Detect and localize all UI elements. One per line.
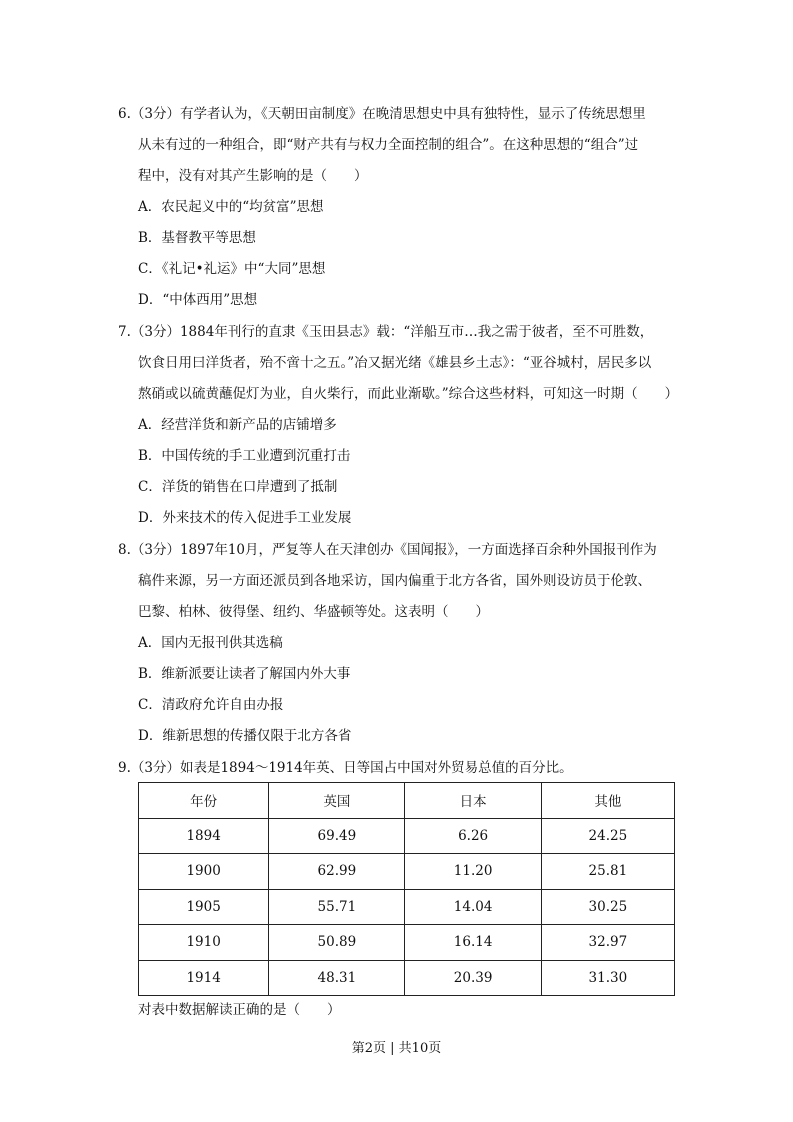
table-cell: 25.81	[541, 854, 674, 890]
q7-option-b: B．中国传统的手工业遭到沉重打击	[138, 448, 351, 464]
table-cell: 32.97	[541, 925, 674, 961]
page-footer: 第2页 | 共10页	[351, 1041, 442, 1056]
table-cell: 1905	[139, 889, 269, 925]
q8-option-a: A．国内无报刊供其选稿	[138, 635, 283, 651]
q8-stem-line-3: 巴黎、柏林、彼得堡、纽约、华盛顿等处。这表明（ ）	[138, 604, 489, 620]
q6-option-a: A．农民起义中的“均贫富”思想	[138, 199, 324, 215]
table-row	[139, 818, 675, 854]
table-cell: 6.26	[405, 818, 541, 854]
table-row	[139, 925, 675, 961]
table-cell: 62.99	[269, 854, 405, 890]
table-row	[139, 854, 675, 890]
table-header-cell: 年份	[139, 783, 269, 819]
q7-stem-line-2: 饮食日用曰洋货者，殆不啻十之五。”冶又据光绪《雄县乡土志》：“亚谷城村，居民多以	[138, 355, 652, 371]
q8-stem-line-1: 8.（3分）1897年10月，严复等人在天津创办《国闻报》，一方面选择百余种外国报刊作为	[118, 542, 657, 558]
table-cell: 1900	[139, 854, 269, 890]
table-cell: 55.71	[269, 889, 405, 925]
table-cell: 24.25	[541, 818, 674, 854]
q8-option-c: C．清政府允许自由办报	[138, 697, 284, 713]
q9-question: 对表中数据解读正确的是（ ）	[138, 1002, 341, 1018]
table-cell: 11.20	[405, 854, 541, 890]
q6-option-c: C．《礼记•礼运》中“大同”思想	[138, 261, 326, 277]
q6-option-b: B．基督教平等思想	[138, 230, 256, 246]
table-cell: 48.31	[269, 960, 405, 996]
table-cell: 1894	[139, 818, 269, 854]
table-cell: 14.04	[405, 889, 541, 925]
q6-option-d: D．“中体西用”思想	[138, 292, 258, 308]
table-row	[139, 889, 675, 925]
table-cell: 31.30	[541, 960, 674, 996]
table-cell: 69.49	[269, 818, 405, 854]
q8-stem-line-2: 稿件来源，另一方面还派员到各地采访，国内偏重于北方各省，国外则设访员于伦敦、	[138, 573, 651, 589]
q6-stem-line-1: 6.（3分）有学者认为，《天朝田亩制度》在晚清思想史中具有独特性，显示了传统思想里	[118, 106, 646, 122]
table-cell: 20.39	[405, 960, 541, 996]
table-header-cell: 日本	[405, 783, 541, 819]
table-cell: 30.25	[541, 889, 674, 925]
table-header-cell: 英国	[269, 783, 405, 819]
q7-option-d: D．外来技术的传入促进手工业发展	[138, 510, 352, 526]
table-row	[139, 960, 675, 996]
table-cell: 1914	[139, 960, 269, 996]
q6-stem-line-3: 程中，没有对其产生影响的是（ ）	[138, 168, 368, 184]
table-cell: 1910	[139, 925, 269, 961]
q6-stem-line-2: 从未有过的一种组合，即“财产共有与权力全面控制的组合”。在这种思想的“组合”过	[138, 137, 639, 153]
table-cell: 16.14	[405, 925, 541, 961]
q7-stem-line-3: 熬硝或以硫黄蘸促灯为业，自火柴行，而此业渐歇。”综合这些材料，可知这一时期（ ）	[138, 386, 679, 402]
q7-option-c: C．洋货的销售在口岸遭到了抵制	[138, 479, 338, 495]
table-header-cell: 其他	[541, 783, 674, 819]
table-header-row	[139, 783, 675, 819]
q9-stem: 9.（3分）如表是1894～1914年英、日等国占中国对外贸易总值的百分比。	[118, 760, 573, 776]
q7-stem-line-1: 7.（3分）1884年刊行的直隶《玉田县志》载：“洋船互市…我之需于彼者，至不可胜数，	[118, 324, 654, 340]
table-cell: 50.89	[269, 925, 405, 961]
trade-share-table	[138, 782, 675, 996]
q7-option-a: A．经营洋货和新产品的店铺增多	[138, 417, 337, 433]
q8-option-d: D．维新思想的传播仅限于北方各省	[138, 728, 352, 744]
q8-option-b: B．维新派要让读者了解国内外大事	[138, 666, 351, 682]
